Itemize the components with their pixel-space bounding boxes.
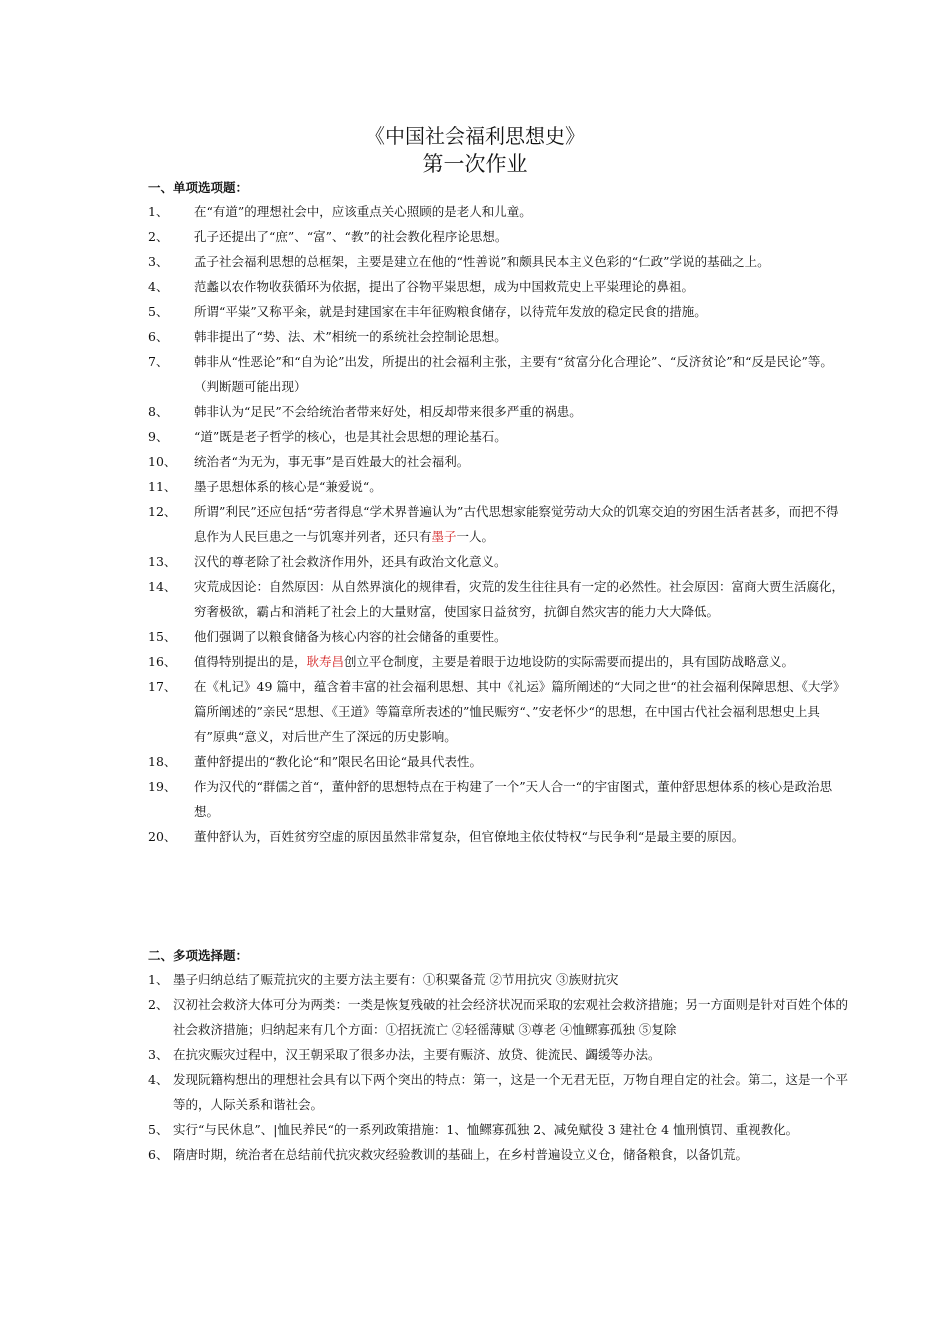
item-number: 1、 xyxy=(148,204,169,219)
item-number: 14、 xyxy=(148,579,177,594)
list-item xyxy=(148,449,848,474)
item-text: 墨子思想体系的核心是“兼爱说“。 xyxy=(194,479,382,494)
highlighted-name: 耿寿昌 xyxy=(306,654,345,669)
item-number: 12、 xyxy=(148,504,177,519)
item-number: 13、 xyxy=(148,554,177,569)
section-heading: 二、多项选择题： xyxy=(148,948,249,963)
list-item xyxy=(148,199,848,224)
item-text: 汉初社会救济大体可分为两类：一类是恢复残破的社会经济状况而采取的宏观社会救济措施；另一方面则是针对百姓个体的社会救济措施；归纳起来有几个方面：①招抚流亡 ②轻徭薄赋 ③尊老 ④恤鳏寡孤独 ⑤复除 xyxy=(173,997,849,1037)
list-item xyxy=(148,399,848,424)
list-item xyxy=(148,424,848,449)
item-number: 15、 xyxy=(148,629,177,644)
item-text: “道”既是老子哲学的核心，也是其社会思想的理论基石。 xyxy=(194,429,507,444)
item-text: 墨子归纳总结了赈荒抗灾的主要方法主要有：①积粟备荒 ②节用抗灾 ③族财抗灾 xyxy=(173,972,619,987)
item-number: 3、 xyxy=(148,1047,169,1062)
item-text: 灾荒成因论：自然原因：从自然界演化的规律看，灾荒的发生往往具有一定的必然性。社会原因：富商大贾生活腐化，穷奢极欲，霸占和消耗了社会上的大量财富，使国家日益贫穷，抗御自然灾害的能力大大降低。 xyxy=(194,579,845,619)
multi-choice-section xyxy=(148,945,848,1167)
list-item xyxy=(148,1142,848,1167)
item-text: 韩非认为“足民”不会给统治者带来好处，相反却带来很多严重的祸患。 xyxy=(194,404,582,419)
item-text: 汉代的尊老除了社会救济作用外，还具有政治文化意义。 xyxy=(194,554,507,569)
document-subtitle: 第一次作业 xyxy=(422,152,528,176)
list-item xyxy=(148,1117,848,1142)
list-item xyxy=(148,574,848,624)
item-text: 实行“与民休息”、|恤民养民“的一系列政策措施：1、恤鳏寡孤独 2、减免赋役 3 建社仓 4 恤刑慎罚、重视教化。 xyxy=(173,1122,799,1137)
item-number: 6、 xyxy=(148,329,169,344)
item-text: 所谓”利民”还应包括“劳者得息“学术界普遍认为”古代思想家能察觉劳动大众的饥寒交迫的穷困生活者甚多，而把不得息作为人民巨患之一与饥寒并列者，还只有 xyxy=(194,504,839,544)
item-number: 7、 xyxy=(148,354,169,369)
item-text: 一人。 xyxy=(456,529,495,544)
list-item xyxy=(148,824,848,849)
item-text: 范蠡以农作物收获循环为依据，提出了谷物平粜思想，成为中国救荒史上平粜理论的鼻祖。 xyxy=(194,279,695,294)
item-number: 1、 xyxy=(148,972,169,987)
item-text: 董仲舒认为，百姓贫穷空虚的原因虽然非常复杂，但官僚地主依仗特权“与民争利“是最主要的原因。 xyxy=(194,829,745,844)
list-item xyxy=(148,1042,848,1067)
item-number: 9、 xyxy=(148,429,169,444)
item-number: 4、 xyxy=(148,279,169,294)
list-item xyxy=(148,674,848,749)
item-text: 统治者“为无为，事无事”是百姓最大的社会福利。 xyxy=(194,454,470,469)
list-item xyxy=(148,249,848,274)
item-number: 4、 xyxy=(148,1072,169,1087)
list-item xyxy=(148,1067,848,1117)
item-text: 孔子还提出了“庶”、“富”、“教”的社会教化程序论思想。 xyxy=(194,229,508,244)
item-text: 他们强调了以粮食储备为核心内容的社会储备的重要性。 xyxy=(194,629,507,644)
item-number: 16、 xyxy=(148,654,177,669)
item-number: 2、 xyxy=(148,229,169,244)
item-text: 创立平仓制度，主要是着眼于边地设防的实际需要而提出的，具有国防战略意义。 xyxy=(344,654,795,669)
item-number: 6、 xyxy=(148,1147,169,1162)
item-text: 在《札记》49 篇中，蕴含着丰富的社会福利思想、其中《礼运》篇所阐述的“大同之世“的社会福利保障思想、《大学》篇所阐述的”亲民“思想、《王道》等篇章所表述的”恤民赈穷“、”安老怀少“的思想，在中国古代社会福利思想史上具有”原典“意义，对后世产生了深远的历史影响。 xyxy=(194,679,846,744)
list-item xyxy=(148,299,848,324)
item-number: 20、 xyxy=(148,829,177,844)
item-number: 17、 xyxy=(148,679,177,694)
list-item xyxy=(148,324,848,349)
list-item xyxy=(148,499,848,549)
list-item xyxy=(148,349,848,399)
item-text: 隋唐时期，统治者在总结前代抗灾救灾经验教训的基础上，在乡村普遍设立义仓，储备粮食，以备饥荒。 xyxy=(173,1147,749,1162)
item-number: 2、 xyxy=(148,997,169,1012)
item-text: 韩非从“性恶论”和“自为论”出发，所提出的社会福利主张，主要有“贫富分化合理论”、“反济贫论”和“反是民论”等。 （判断题可能出现） xyxy=(194,354,833,394)
section-heading: 一、单项选项题： xyxy=(148,180,249,195)
item-text: 董仲舒提出的“教化论“和”限民名田论“最具代表性。 xyxy=(194,754,483,769)
item-text: 发现阮籍构想出的理想社会具有以下两个突出的特点：第一，这是一个无君无臣，万物自理自定的社会。第二，这是一个平等的，人际关系和谐社会。 xyxy=(173,1072,849,1112)
item-number: 19、 xyxy=(148,779,177,794)
list-item xyxy=(148,749,848,774)
item-number: 3、 xyxy=(148,254,169,269)
item-text: 韩非提出了“势、法、术”相统一的系统社会控制论思想。 xyxy=(194,329,507,344)
list-item xyxy=(148,649,848,674)
item-text: 孟子社会福利思想的总框架，主要是建立在他的“性善说”和颇具民本主义色彩的“仁政”学说的基础之上。 xyxy=(194,254,770,269)
item-number: 18、 xyxy=(148,754,177,769)
document-title: 《中国社会福利思想史》 xyxy=(365,124,585,148)
item-text: 在“有道”的理想社会中，应该重点关心照顾的是老人和儿童。 xyxy=(194,204,532,219)
item-number: 11、 xyxy=(148,479,177,494)
item-number: 10、 xyxy=(148,454,177,469)
item-text: 在抗灾赈灾过程中，汉王朝采取了很多办法，主要有赈济、放贷、徙流民、蠲缓等办法。 xyxy=(173,1047,661,1062)
item-number: 8、 xyxy=(148,404,169,419)
list-item xyxy=(148,967,848,992)
item-number: 5、 xyxy=(148,304,169,319)
list-item xyxy=(148,992,848,1042)
single-choice-section xyxy=(148,177,848,849)
item-text: 所谓“平粜”又称平籴，就是封建国家在丰年征购粮食储存，以待荒年发放的稳定民食的措施。 xyxy=(194,304,707,319)
list-item xyxy=(148,474,848,499)
list-item xyxy=(148,624,848,649)
list-item xyxy=(148,274,848,299)
list-item xyxy=(148,774,848,824)
item-text: 值得特别提出的是， xyxy=(194,654,307,669)
item-number: 5、 xyxy=(148,1122,169,1137)
list-item xyxy=(148,549,848,574)
list-item xyxy=(148,224,848,249)
highlighted-name: 墨子 xyxy=(431,529,457,544)
item-text: 作为汉代的“群儒之首“，董仲舒的思想特点在于构建了一个”天人合一“的宇宙图式，董仲舒思想体系的核心是政治思想。 xyxy=(194,779,833,819)
